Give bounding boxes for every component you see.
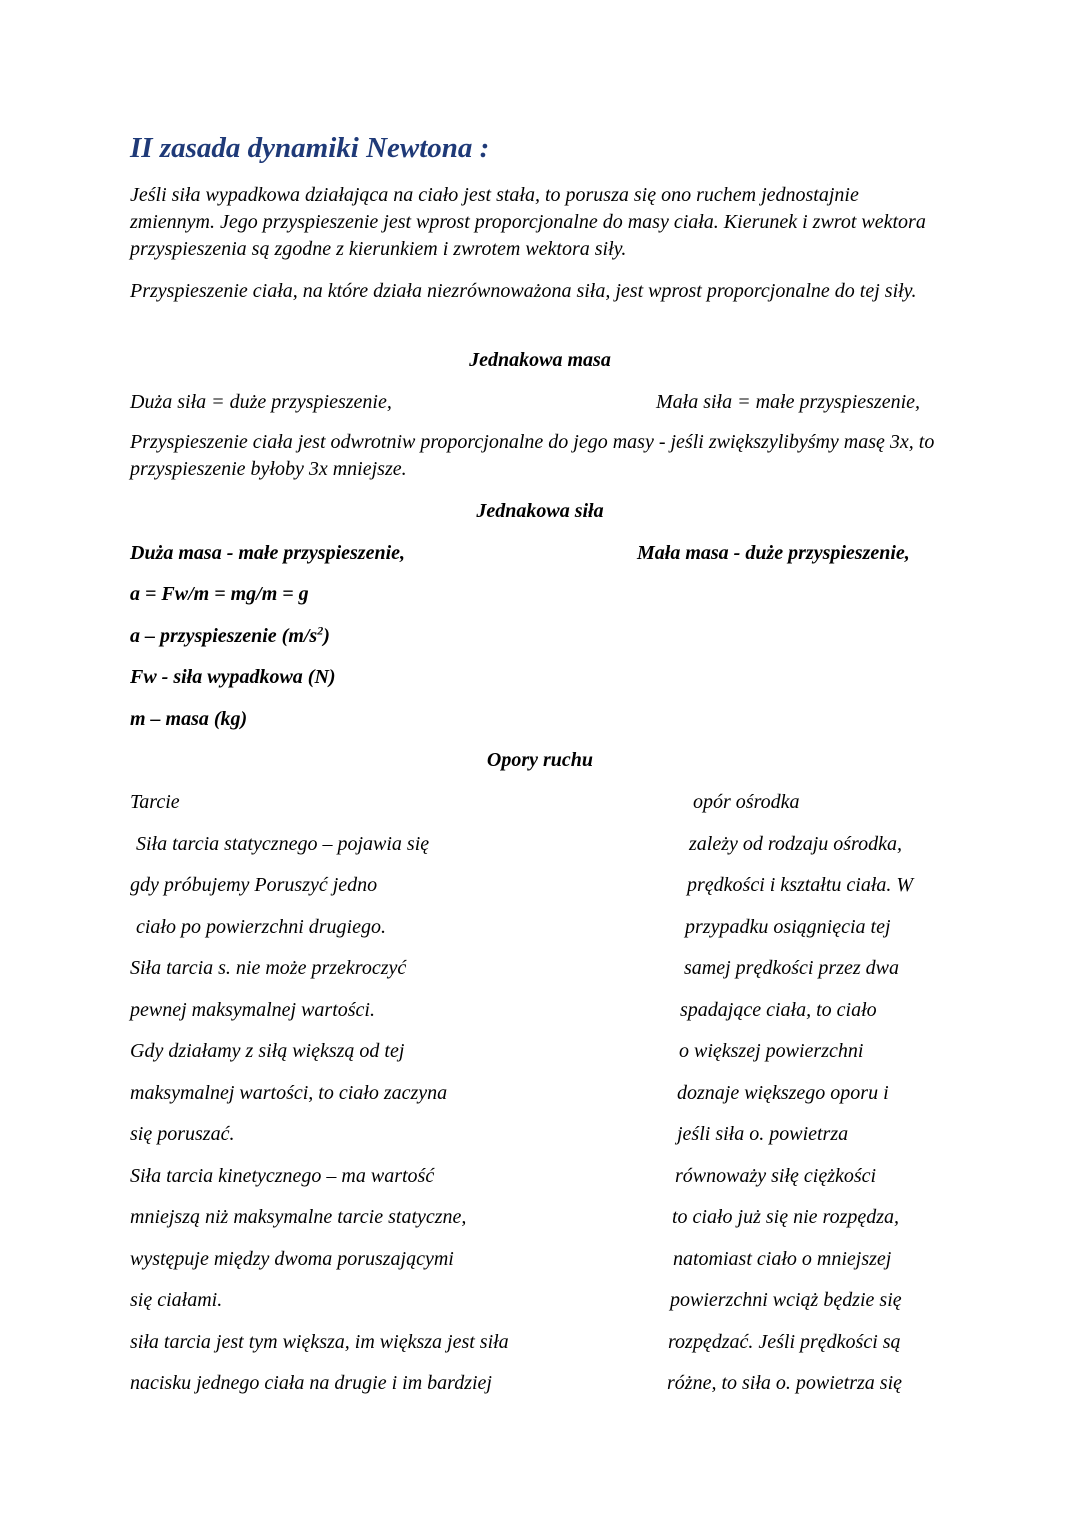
formula-fw-definition: Fw - siła wypadkowa (N) [130,666,336,688]
page-title: II zasada dynamiki Newtona : [130,132,490,164]
medium-resistance-line: o większej powierzchni [679,1040,864,1062]
same-force-right: Mała masa - duże przyspieszenie, [637,542,910,564]
medium-resistance-line: jeśli siła o. powietrza [677,1123,849,1145]
medium-resistance-line: zależy od rodzaju ośrodka, [689,832,902,855]
paragraph-inverse-mass: Przyspieszenie ciała jest odwrotniw proporcjonalne do jego masy - jeśli zwiększylibyśmy masę 3x, to przyspieszenie byłoby 3x mniejsze. [130,431,935,480]
friction-line: występuje między dwoma poruszającymi [130,1247,454,1270]
medium-resistance-line: równoważy siłę ciężkości [675,1164,877,1187]
medium-resistance-line: samej prędkości przez dwa [684,957,899,979]
medium-resistance-line: rozpędzać. Jeśli prędkości są [668,1330,901,1353]
friction-line: Siła tarcia kinetycznego – ma wartość [130,1164,435,1187]
paragraph-definition: Jeśli siła wypadkowa działająca na ciało jest stała, to porusza się ono ruchem jednostajnie zmiennym. Jego przyspieszenie jest wprost proporcjonalne do masy ciała. Kierunek i zwrot wektora przyspieszenia są zgodne z kierunkiem i zwrotem wektora siły. [130,184,926,260]
friction-line: mniejszą niż maksymalne tarcie statyczne, [130,1206,467,1228]
formula-a-definition: a – przyspieszenie $(m/s^2)$ [130,623,330,647]
friction-line: pewnej maksymalnej wartości. [130,998,375,1021]
friction-line: się poruszać. [130,1123,235,1145]
medium-resistance-line: natomiast ciało o mniejszej [673,1247,892,1270]
heading-motion-resistance: Opory ruchu [486,749,594,771]
friction-line: maksymalnej wartości, to ciało zaczyna [130,1081,448,1104]
heading-same-mass: Jednakowa masa [469,349,611,371]
heading-same-force: Jednakowa siła [476,500,604,522]
same-force-left: Duża masa - małe przyspieszenie, [130,542,405,564]
friction-line: siła tarcia jest tym większa, im większa jest siła [130,1330,509,1353]
same-mass-left: Duża siła = duże przyspieszenie, [130,391,392,413]
friction-line: nacisku jednego ciała na drugie i im bardziej [130,1372,492,1394]
same-mass-right: Mała siła = małe przyspieszenie, [656,391,921,413]
medium-resistance-line: przypadku osiągnięcia tej [685,915,891,938]
friction-line: gdy próbujemy Poruszyć jedno [130,874,378,896]
medium-resistance-line: różne, to siła o. powietrza się [667,1372,903,1394]
paragraph-proportional-force: Przyspieszenie ciała, na które działa niezrównoważona siła, jest wprost proporcjonalne do tej siły. [130,280,917,302]
friction-line: się ciałami. [130,1289,223,1311]
friction-line: Siła tarcia statycznego – pojawia się [136,832,430,855]
friction-line: Tarcie [130,791,180,813]
medium-resistance-line: opór ośrodka [693,791,800,813]
medium-resistance-line: doznaje większego oporu i [677,1081,889,1104]
friction-line: ciało po powierzchni drugiego. [136,915,386,938]
friction-line: Siła tarcia s. nie może przekroczyć [130,957,407,979]
friction-line: Gdy działamy z siłą większą od tej [130,1040,405,1062]
formula-m-definition: m – masa (kg) [130,708,248,730]
medium-resistance-line: to ciało już się nie rozpędza, [672,1206,900,1228]
formula-main: a = Fw/m = mg/m = g [130,583,309,605]
medium-resistance-line: prędkości i kształtu ciała. W [687,874,914,896]
medium-resistance-line: powierzchni wciąż będzie się [670,1289,902,1311]
medium-resistance-line: spadające ciała, to ciało [680,998,877,1021]
